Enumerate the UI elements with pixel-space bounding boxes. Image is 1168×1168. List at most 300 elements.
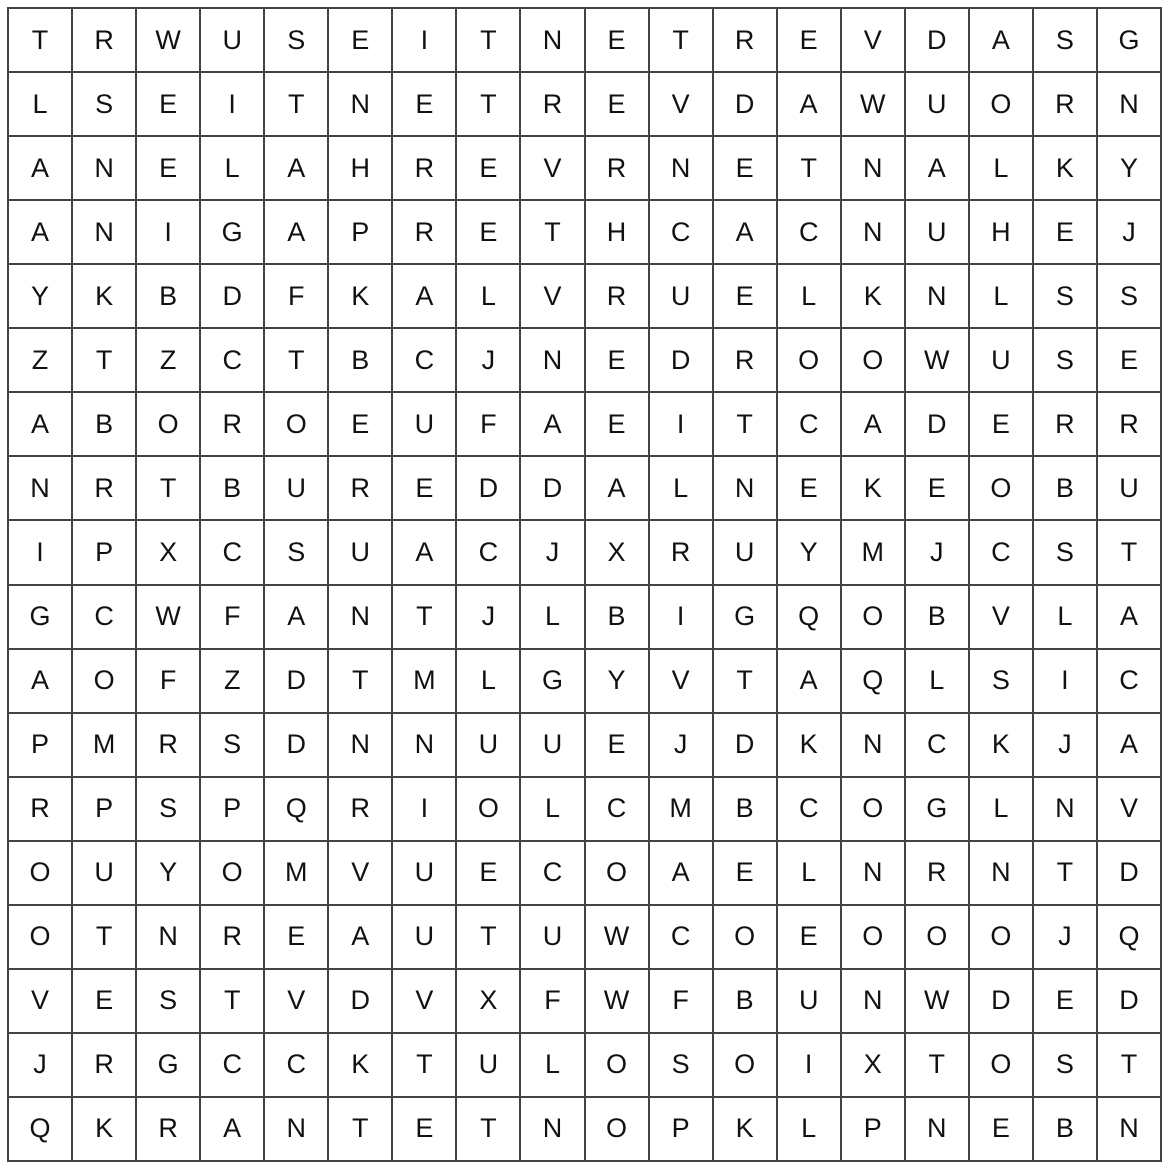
grid-cell[interactable]: A <box>586 457 650 521</box>
grid-cell[interactable]: V <box>970 586 1034 650</box>
grid-cell[interactable]: E <box>970 1098 1034 1162</box>
grid-cell[interactable]: A <box>906 137 970 201</box>
grid-cell[interactable]: A <box>9 650 73 714</box>
grid-cell[interactable]: Q <box>9 1098 73 1162</box>
grid-cell[interactable]: L <box>778 1098 842 1162</box>
grid-cell[interactable]: E <box>586 393 650 457</box>
grid-cell[interactable]: V <box>1098 778 1162 842</box>
grid-cell[interactable]: E <box>714 137 778 201</box>
grid-cell[interactable]: K <box>329 265 393 329</box>
grid-cell[interactable]: B <box>201 457 265 521</box>
grid-cell[interactable]: V <box>393 970 457 1034</box>
grid-cell[interactable]: U <box>521 714 585 778</box>
grid-cell[interactable]: H <box>970 201 1034 265</box>
grid-cell[interactable]: G <box>714 586 778 650</box>
grid-cell[interactable]: U <box>778 970 842 1034</box>
grid-cell[interactable]: C <box>650 201 714 265</box>
grid-cell[interactable]: C <box>201 1034 265 1098</box>
grid-cell[interactable]: A <box>201 1098 265 1162</box>
grid-cell[interactable]: T <box>457 9 521 73</box>
grid-cell[interactable]: E <box>457 201 521 265</box>
grid-cell[interactable]: C <box>778 778 842 842</box>
grid-cell[interactable]: Q <box>842 650 906 714</box>
grid-cell[interactable]: N <box>265 1098 329 1162</box>
grid-cell[interactable]: J <box>906 521 970 585</box>
grid-cell[interactable]: G <box>1098 9 1162 73</box>
grid-cell[interactable]: C <box>73 586 137 650</box>
grid-cell[interactable]: R <box>650 521 714 585</box>
grid-cell[interactable]: G <box>521 650 585 714</box>
grid-cell[interactable]: A <box>650 842 714 906</box>
grid-cell[interactable]: V <box>650 73 714 137</box>
grid-cell[interactable]: L <box>521 1034 585 1098</box>
grid-cell[interactable]: Q <box>778 586 842 650</box>
grid-cell[interactable]: K <box>842 457 906 521</box>
grid-cell[interactable]: S <box>137 970 201 1034</box>
grid-cell[interactable]: G <box>9 586 73 650</box>
grid-cell[interactable]: J <box>1098 201 1162 265</box>
grid-cell[interactable]: U <box>265 457 329 521</box>
grid-cell[interactable]: S <box>970 650 1034 714</box>
grid-cell[interactable]: E <box>329 9 393 73</box>
grid-cell[interactable]: E <box>457 137 521 201</box>
grid-cell[interactable]: A <box>842 393 906 457</box>
grid-cell[interactable]: O <box>457 778 521 842</box>
grid-cell[interactable]: E <box>778 9 842 73</box>
grid-cell[interactable]: L <box>457 265 521 329</box>
grid-cell[interactable]: B <box>906 586 970 650</box>
grid-cell[interactable]: I <box>137 201 201 265</box>
grid-cell[interactable]: D <box>714 73 778 137</box>
grid-cell[interactable]: E <box>137 73 201 137</box>
grid-cell[interactable]: R <box>137 1098 201 1162</box>
grid-cell[interactable]: U <box>650 265 714 329</box>
grid-cell[interactable]: T <box>73 329 137 393</box>
grid-cell[interactable]: D <box>521 457 585 521</box>
grid-cell[interactable]: U <box>906 73 970 137</box>
grid-cell[interactable]: F <box>265 265 329 329</box>
grid-cell[interactable]: A <box>1098 586 1162 650</box>
grid-cell[interactable]: F <box>521 970 585 1034</box>
grid-cell[interactable]: A <box>265 201 329 265</box>
grid-cell[interactable]: O <box>842 586 906 650</box>
grid-cell[interactable]: Q <box>265 778 329 842</box>
grid-cell[interactable]: C <box>906 714 970 778</box>
grid-cell[interactable]: E <box>970 393 1034 457</box>
grid-cell[interactable]: E <box>714 265 778 329</box>
grid-cell[interactable]: S <box>1034 1034 1098 1098</box>
grid-cell[interactable]: E <box>586 714 650 778</box>
grid-cell[interactable]: S <box>1034 9 1098 73</box>
grid-cell[interactable]: R <box>586 265 650 329</box>
grid-cell[interactable]: A <box>778 650 842 714</box>
grid-cell[interactable]: D <box>906 9 970 73</box>
grid-cell[interactable]: N <box>714 457 778 521</box>
grid-cell[interactable]: U <box>1098 457 1162 521</box>
grid-cell[interactable]: K <box>73 1098 137 1162</box>
grid-cell[interactable]: C <box>586 778 650 842</box>
grid-cell[interactable]: L <box>970 778 1034 842</box>
grid-cell[interactable]: R <box>1034 73 1098 137</box>
grid-cell[interactable]: T <box>201 970 265 1034</box>
grid-cell[interactable]: B <box>1034 457 1098 521</box>
grid-cell[interactable]: U <box>393 393 457 457</box>
grid-cell[interactable]: E <box>1034 201 1098 265</box>
grid-cell[interactable]: Y <box>778 521 842 585</box>
grid-cell[interactable]: S <box>201 714 265 778</box>
grid-cell[interactable]: P <box>329 201 393 265</box>
grid-cell[interactable]: T <box>265 73 329 137</box>
grid-cell[interactable]: D <box>457 457 521 521</box>
grid-cell[interactable]: E <box>137 137 201 201</box>
grid-cell[interactable]: T <box>714 393 778 457</box>
grid-cell[interactable]: E <box>457 842 521 906</box>
grid-cell[interactable]: W <box>906 970 970 1034</box>
grid-cell[interactable]: R <box>137 714 201 778</box>
grid-cell[interactable]: E <box>1098 329 1162 393</box>
grid-cell[interactable]: E <box>393 73 457 137</box>
grid-cell[interactable]: E <box>329 393 393 457</box>
grid-cell[interactable]: D <box>265 650 329 714</box>
grid-cell[interactable]: A <box>714 201 778 265</box>
grid-cell[interactable]: T <box>457 73 521 137</box>
grid-cell[interactable]: A <box>265 137 329 201</box>
grid-cell[interactable]: R <box>1034 393 1098 457</box>
grid-cell[interactable]: W <box>586 970 650 1034</box>
grid-cell[interactable]: Z <box>201 650 265 714</box>
grid-cell[interactable]: W <box>137 9 201 73</box>
grid-cell[interactable]: I <box>650 393 714 457</box>
grid-cell[interactable]: N <box>137 906 201 970</box>
grid-cell[interactable]: E <box>778 457 842 521</box>
grid-cell[interactable]: M <box>650 778 714 842</box>
grid-cell[interactable]: S <box>265 9 329 73</box>
grid-cell[interactable]: O <box>586 1034 650 1098</box>
grid-cell[interactable]: O <box>778 329 842 393</box>
grid-cell[interactable]: C <box>265 1034 329 1098</box>
grid-cell[interactable]: S <box>73 73 137 137</box>
grid-cell[interactable]: V <box>265 970 329 1034</box>
grid-cell[interactable]: Y <box>9 265 73 329</box>
grid-cell[interactable]: A <box>329 906 393 970</box>
grid-cell[interactable]: N <box>842 201 906 265</box>
grid-cell[interactable]: T <box>137 457 201 521</box>
grid-cell[interactable]: F <box>457 393 521 457</box>
grid-cell[interactable]: R <box>329 778 393 842</box>
grid-cell[interactable]: O <box>586 842 650 906</box>
grid-cell[interactable]: M <box>73 714 137 778</box>
grid-cell[interactable]: S <box>1034 265 1098 329</box>
grid-cell[interactable]: I <box>9 521 73 585</box>
grid-cell[interactable]: J <box>457 329 521 393</box>
grid-cell[interactable]: U <box>73 842 137 906</box>
grid-cell[interactable]: D <box>714 714 778 778</box>
grid-cell[interactable]: H <box>586 201 650 265</box>
grid-cell[interactable]: P <box>842 1098 906 1162</box>
grid-cell[interactable]: N <box>842 842 906 906</box>
grid-cell[interactable]: D <box>265 714 329 778</box>
grid-cell[interactable]: N <box>650 137 714 201</box>
grid-cell[interactable]: L <box>201 137 265 201</box>
grid-cell[interactable]: K <box>714 1098 778 1162</box>
grid-cell[interactable]: E <box>778 906 842 970</box>
grid-cell[interactable]: B <box>137 265 201 329</box>
grid-cell[interactable]: E <box>586 73 650 137</box>
grid-cell[interactable]: V <box>842 9 906 73</box>
grid-cell[interactable]: V <box>9 970 73 1034</box>
grid-cell[interactable]: F <box>137 650 201 714</box>
grid-cell[interactable]: V <box>650 650 714 714</box>
grid-cell[interactable]: W <box>586 906 650 970</box>
grid-cell[interactable]: J <box>457 586 521 650</box>
grid-cell[interactable]: N <box>393 714 457 778</box>
grid-cell[interactable]: B <box>586 586 650 650</box>
grid-cell[interactable]: N <box>73 201 137 265</box>
grid-cell[interactable]: T <box>1098 1034 1162 1098</box>
grid-cell[interactable]: K <box>842 265 906 329</box>
grid-cell[interactable]: A <box>9 393 73 457</box>
grid-cell[interactable]: O <box>970 1034 1034 1098</box>
grid-cell[interactable]: B <box>329 329 393 393</box>
grid-cell[interactable]: T <box>906 1034 970 1098</box>
grid-cell[interactable]: N <box>842 970 906 1034</box>
grid-cell[interactable]: S <box>265 521 329 585</box>
grid-cell[interactable]: Y <box>586 650 650 714</box>
grid-cell[interactable]: O <box>9 906 73 970</box>
grid-cell[interactable]: L <box>970 137 1034 201</box>
grid-cell[interactable]: N <box>521 1098 585 1162</box>
grid-cell[interactable]: X <box>586 521 650 585</box>
grid-cell[interactable]: C <box>1098 650 1162 714</box>
grid-cell[interactable]: E <box>906 457 970 521</box>
grid-cell[interactable]: K <box>1034 137 1098 201</box>
grid-cell[interactable]: E <box>393 457 457 521</box>
grid-cell[interactable]: E <box>73 970 137 1034</box>
grid-cell[interactable]: A <box>778 73 842 137</box>
grid-cell[interactable]: C <box>650 906 714 970</box>
grid-cell[interactable]: O <box>265 393 329 457</box>
grid-cell[interactable]: R <box>586 137 650 201</box>
grid-cell[interactable]: W <box>842 73 906 137</box>
grid-cell[interactable]: C <box>201 329 265 393</box>
grid-cell[interactable]: N <box>906 1098 970 1162</box>
grid-cell[interactable]: T <box>9 9 73 73</box>
grid-cell[interactable]: Y <box>137 842 201 906</box>
grid-cell[interactable]: O <box>970 73 1034 137</box>
grid-cell[interactable]: D <box>906 393 970 457</box>
grid-cell[interactable]: E <box>1034 970 1098 1034</box>
grid-cell[interactable]: O <box>842 778 906 842</box>
grid-cell[interactable]: X <box>842 1034 906 1098</box>
grid-cell[interactable]: L <box>778 842 842 906</box>
grid-cell[interactable]: U <box>457 714 521 778</box>
grid-cell[interactable]: O <box>842 906 906 970</box>
grid-cell[interactable]: A <box>393 521 457 585</box>
grid-cell[interactable]: A <box>9 137 73 201</box>
grid-cell[interactable]: I <box>778 1034 842 1098</box>
grid-cell[interactable]: D <box>650 329 714 393</box>
grid-cell[interactable]: L <box>778 265 842 329</box>
grid-cell[interactable]: J <box>1034 714 1098 778</box>
grid-cell[interactable]: I <box>201 73 265 137</box>
grid-cell[interactable]: U <box>201 9 265 73</box>
grid-cell[interactable]: O <box>970 457 1034 521</box>
grid-cell[interactable]: T <box>393 586 457 650</box>
grid-cell[interactable]: N <box>329 586 393 650</box>
grid-cell[interactable]: N <box>73 137 137 201</box>
grid-cell[interactable]: T <box>329 1098 393 1162</box>
grid-cell[interactable]: E <box>265 906 329 970</box>
grid-cell[interactable]: T <box>73 906 137 970</box>
grid-cell[interactable]: V <box>329 842 393 906</box>
grid-cell[interactable]: X <box>457 970 521 1034</box>
grid-cell[interactable]: K <box>778 714 842 778</box>
grid-cell[interactable]: L <box>521 778 585 842</box>
grid-cell[interactable]: J <box>650 714 714 778</box>
grid-cell[interactable]: T <box>457 1098 521 1162</box>
grid-cell[interactable]: B <box>73 393 137 457</box>
grid-cell[interactable]: M <box>265 842 329 906</box>
grid-cell[interactable]: O <box>586 1098 650 1162</box>
grid-cell[interactable]: L <box>457 650 521 714</box>
grid-cell[interactable]: E <box>714 842 778 906</box>
grid-cell[interactable]: O <box>9 842 73 906</box>
grid-cell[interactable]: A <box>1098 714 1162 778</box>
grid-cell[interactable]: S <box>137 778 201 842</box>
grid-cell[interactable]: N <box>1034 778 1098 842</box>
grid-cell[interactable]: D <box>201 265 265 329</box>
grid-cell[interactable]: K <box>73 265 137 329</box>
grid-cell[interactable]: B <box>1034 1098 1098 1162</box>
grid-cell[interactable]: C <box>778 393 842 457</box>
grid-cell[interactable]: S <box>650 1034 714 1098</box>
grid-cell[interactable]: N <box>521 9 585 73</box>
grid-cell[interactable]: R <box>329 457 393 521</box>
grid-cell[interactable]: O <box>970 906 1034 970</box>
grid-cell[interactable]: I <box>650 586 714 650</box>
grid-cell[interactable]: C <box>201 521 265 585</box>
grid-cell[interactable]: O <box>842 329 906 393</box>
grid-cell[interactable]: C <box>970 521 1034 585</box>
grid-cell[interactable]: A <box>521 393 585 457</box>
grid-cell[interactable]: W <box>906 329 970 393</box>
grid-cell[interactable]: I <box>393 778 457 842</box>
grid-cell[interactable]: N <box>842 137 906 201</box>
grid-cell[interactable]: O <box>906 906 970 970</box>
grid-cell[interactable]: E <box>586 9 650 73</box>
grid-cell[interactable]: N <box>970 842 1034 906</box>
grid-cell[interactable]: G <box>201 201 265 265</box>
grid-cell[interactable]: N <box>906 265 970 329</box>
grid-cell[interactable]: P <box>9 714 73 778</box>
grid-cell[interactable]: K <box>970 714 1034 778</box>
grid-cell[interactable]: U <box>329 521 393 585</box>
grid-cell[interactable]: R <box>393 137 457 201</box>
grid-cell[interactable]: A <box>265 586 329 650</box>
grid-cell[interactable]: L <box>650 457 714 521</box>
grid-cell[interactable]: N <box>1098 73 1162 137</box>
grid-cell[interactable]: U <box>521 906 585 970</box>
grid-cell[interactable]: M <box>842 521 906 585</box>
grid-cell[interactable]: S <box>1098 265 1162 329</box>
grid-cell[interactable]: L <box>906 650 970 714</box>
grid-cell[interactable]: R <box>9 778 73 842</box>
grid-cell[interactable]: D <box>1098 842 1162 906</box>
grid-cell[interactable]: T <box>778 137 842 201</box>
grid-cell[interactable]: R <box>201 906 265 970</box>
grid-cell[interactable]: J <box>1034 906 1098 970</box>
grid-cell[interactable]: R <box>201 393 265 457</box>
grid-cell[interactable]: N <box>1098 1098 1162 1162</box>
grid-cell[interactable]: O <box>714 1034 778 1098</box>
grid-cell[interactable]: E <box>393 1098 457 1162</box>
grid-cell[interactable]: T <box>521 201 585 265</box>
grid-cell[interactable]: T <box>329 650 393 714</box>
grid-cell[interactable]: P <box>73 778 137 842</box>
grid-cell[interactable]: Z <box>137 329 201 393</box>
grid-cell[interactable]: C <box>521 842 585 906</box>
grid-cell[interactable]: A <box>9 201 73 265</box>
grid-cell[interactable]: C <box>393 329 457 393</box>
grid-cell[interactable]: Y <box>1098 137 1162 201</box>
grid-cell[interactable]: R <box>73 9 137 73</box>
grid-cell[interactable]: R <box>714 329 778 393</box>
grid-cell[interactable]: R <box>393 201 457 265</box>
grid-cell[interactable]: A <box>393 265 457 329</box>
grid-cell[interactable]: R <box>906 842 970 906</box>
grid-cell[interactable]: H <box>329 137 393 201</box>
grid-cell[interactable]: O <box>73 650 137 714</box>
grid-cell[interactable]: M <box>393 650 457 714</box>
grid-cell[interactable]: D <box>329 970 393 1034</box>
grid-cell[interactable]: C <box>778 201 842 265</box>
grid-cell[interactable]: K <box>329 1034 393 1098</box>
grid-cell[interactable]: Z <box>9 329 73 393</box>
grid-cell[interactable]: W <box>137 586 201 650</box>
grid-cell[interactable]: N <box>842 714 906 778</box>
grid-cell[interactable]: S <box>1034 521 1098 585</box>
grid-cell[interactable]: O <box>714 906 778 970</box>
grid-cell[interactable]: T <box>457 906 521 970</box>
grid-cell[interactable]: B <box>714 778 778 842</box>
grid-cell[interactable]: U <box>393 906 457 970</box>
grid-cell[interactable]: E <box>586 329 650 393</box>
grid-cell[interactable]: T <box>1098 521 1162 585</box>
grid-cell[interactable]: N <box>521 329 585 393</box>
grid-cell[interactable]: P <box>650 1098 714 1162</box>
grid-cell[interactable]: L <box>970 265 1034 329</box>
grid-cell[interactable]: R <box>73 1034 137 1098</box>
grid-cell[interactable]: Q <box>1098 906 1162 970</box>
grid-cell[interactable]: N <box>9 457 73 521</box>
grid-cell[interactable]: F <box>201 586 265 650</box>
grid-cell[interactable]: U <box>906 201 970 265</box>
grid-cell[interactable]: S <box>1034 329 1098 393</box>
grid-cell[interactable]: P <box>201 778 265 842</box>
grid-cell[interactable]: L <box>521 586 585 650</box>
grid-cell[interactable]: L <box>9 73 73 137</box>
grid-cell[interactable]: R <box>1098 393 1162 457</box>
grid-cell[interactable]: J <box>9 1034 73 1098</box>
grid-cell[interactable]: I <box>1034 650 1098 714</box>
grid-cell[interactable]: T <box>393 1034 457 1098</box>
grid-cell[interactable]: T <box>650 9 714 73</box>
grid-cell[interactable]: U <box>457 1034 521 1098</box>
grid-cell[interactable]: U <box>393 842 457 906</box>
grid-cell[interactable]: O <box>201 842 265 906</box>
grid-cell[interactable]: R <box>73 457 137 521</box>
grid-cell[interactable]: O <box>137 393 201 457</box>
